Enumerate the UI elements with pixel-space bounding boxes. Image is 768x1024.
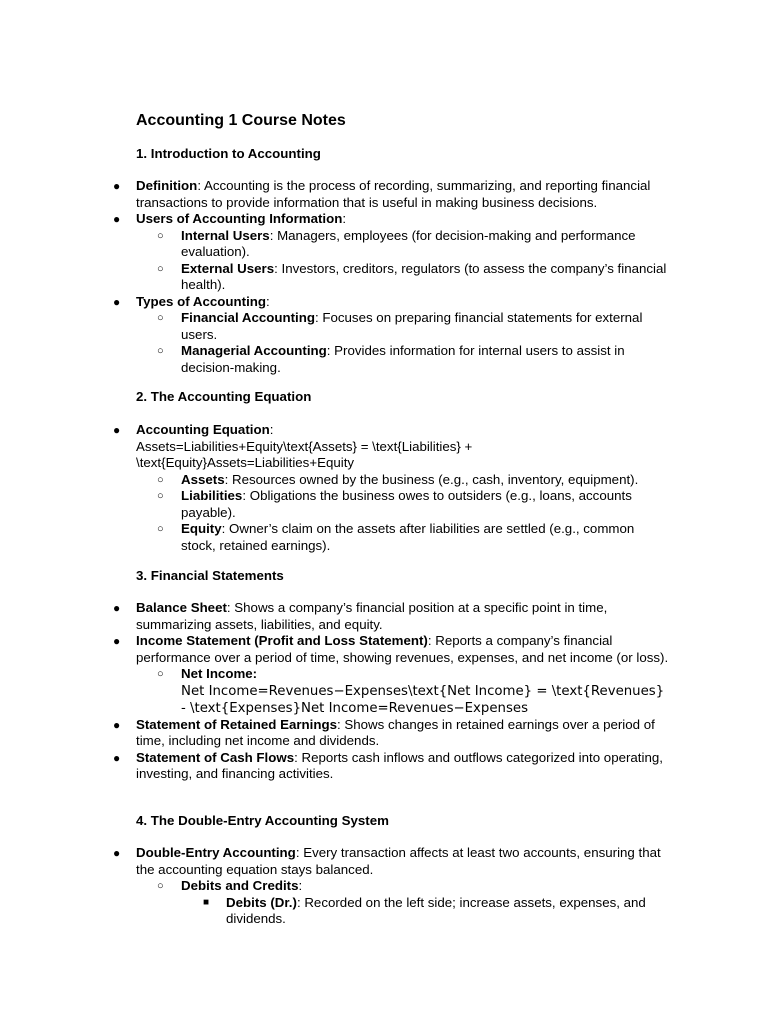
list-item	[0, 717, 676, 750]
list-item	[0, 895, 671, 928]
list-item-text: : Investors, creditors, regulators (to assess the company’s financial health).	[181, 260, 667, 292]
circle-bullet-icon: ○	[157, 668, 164, 680]
bullet-icon: ●	[113, 179, 121, 193]
list-item-term: Income Statement (Profit and Loss Statement)	[136, 633, 428, 648]
list-item	[0, 600, 676, 633]
page-title: Accounting 1 Course Notes	[136, 112, 346, 129]
bullet-icon: ●	[113, 212, 121, 226]
circle-bullet-icon: ○	[157, 262, 164, 275]
circle-bullet-icon: ○	[157, 490, 164, 502]
list-item	[0, 343, 671, 376]
list-item	[0, 878, 671, 895]
bullet-icon: ●	[113, 423, 121, 437]
section-double-entry-list	[0, 845, 768, 928]
bullet-icon: ●	[113, 750, 121, 765]
list-item-text: : Accounting is the process of recording, summarizing, and reporting financial transactions to provide information that is useful in making business decisions.	[136, 178, 651, 210]
list-item	[0, 422, 676, 472]
list-item-term: Managerial Accounting	[181, 343, 327, 358]
list-item-term: Liabilities	[181, 488, 243, 503]
circle-bullet-icon: ○	[157, 880, 164, 892]
list-item	[0, 228, 671, 261]
list-item-text: : Resources owned by the business (e.g., cash, inventory, equipment).	[224, 471, 639, 487]
list-item-text: : Obligations the business owes to outsiders (e.g., loans, accounts payable).	[181, 488, 632, 520]
list-item	[0, 178, 676, 211]
list-item-text: : Focuses on preparing financial statements for external users.	[181, 310, 643, 342]
bullet-icon: ●	[113, 634, 121, 648]
equation-text: Net Income=Revenues−Expenses\text{Net Income} = \text{Revenues} - \text{Expenses}Net Income=Revenues−Expenses	[181, 683, 665, 716]
square-bullet-icon: ■	[203, 896, 210, 908]
section-heading-accounting-equation: 2. The Accounting Equation	[136, 389, 312, 404]
circle-bullet-icon: ○	[157, 229, 164, 242]
list-item-term: Balance Sheet	[136, 600, 227, 615]
list-item-text: : Provides information for internal users to assist in decision-making.	[181, 343, 625, 375]
list-item-text: : Shows a company’s financial position at a specific point in time, summarizing assets, liabilities, and equity.	[136, 600, 608, 632]
list-item	[0, 488, 671, 521]
section-introduction-list	[0, 178, 768, 376]
list-item-term: Statement of Cash Flows	[136, 749, 295, 765]
list-item-term: Net Income:	[181, 666, 258, 681]
list-item-term: Internal Users	[181, 227, 270, 243]
section-accounting-equation-list	[0, 422, 768, 554]
list-item	[0, 294, 676, 311]
list-item-text: : Shows changes in retained earnings over a period of time, including net income and dividends.	[136, 716, 655, 748]
list-item-text: : Every transaction affects at least two accounts, ensuring that the accounting equation stays balanced.	[136, 845, 661, 877]
circle-bullet-icon: ○	[157, 473, 164, 486]
list-item-term: Debits (Dr.)	[226, 894, 297, 910]
list-item-term: Double-Entry Accounting	[136, 845, 296, 860]
list-item	[0, 261, 671, 294]
list-item	[0, 521, 671, 554]
list-item-term: Types of Accounting	[136, 293, 267, 309]
equation-text: Assets=Liabilities+Equity\text{Assets} = \text{Liabilities} + \text{Equity}Assets=Liabilities+Equity	[136, 438, 473, 470]
list-item-text: : Reports cash inflows and outflows categorized into operating, investing, and financing activities.	[136, 749, 663, 781]
list-item	[0, 310, 671, 343]
list-item-text: : Reports a company’s financial performance over a period of time, showing revenues, expenses, and net income (or loss).	[136, 633, 669, 665]
list-item-text: :	[269, 422, 274, 437]
bullet-icon: ●	[113, 601, 121, 615]
section-heading-introduction: 1. Introduction to Accounting	[136, 146, 321, 161]
circle-bullet-icon: ○	[157, 345, 164, 357]
circle-bullet-icon: ○	[157, 312, 164, 324]
list-item	[0, 845, 676, 878]
list-item-text: :	[298, 878, 303, 893]
bullet-icon: ●	[113, 294, 121, 309]
list-item-term: Users of Accounting Information	[136, 211, 343, 226]
list-item	[0, 666, 671, 717]
list-item-term: Statement of Retained Earnings	[136, 716, 337, 732]
section-heading-double-entry: 4. The Double-Entry Accounting System	[136, 813, 389, 828]
list-item-text: : Owner’s claim on the assets after liabilities are settled (e.g., common stock, retained earnings).	[181, 521, 635, 553]
list-item	[0, 633, 676, 666]
section-financial-statements-list	[0, 600, 768, 783]
list-item-text: : Managers, employees (for decision-making and performance evaluation).	[181, 227, 636, 259]
bullet-icon: ●	[113, 846, 121, 860]
list-item-term: Debits and Credits	[181, 878, 299, 893]
list-item-term: Definition	[136, 178, 198, 193]
list-item-text: :	[266, 293, 270, 309]
list-item-term: Equity	[181, 521, 222, 536]
list-item	[0, 750, 676, 783]
section-heading-financial-statements: 3. Financial Statements	[136, 568, 284, 583]
list-item-text: :	[342, 211, 347, 226]
list-item-text: : Recorded on the left side; increase assets, expenses, and dividends.	[226, 894, 646, 926]
list-item	[0, 472, 671, 489]
list-item-term: Financial Accounting	[181, 310, 315, 325]
list-item	[0, 211, 676, 228]
list-item-term: External Users	[181, 260, 275, 276]
circle-bullet-icon: ○	[157, 523, 164, 535]
list-item-term: Accounting Equation	[136, 422, 270, 437]
list-item-term: Assets	[181, 471, 225, 487]
bullet-icon: ●	[113, 717, 121, 732]
